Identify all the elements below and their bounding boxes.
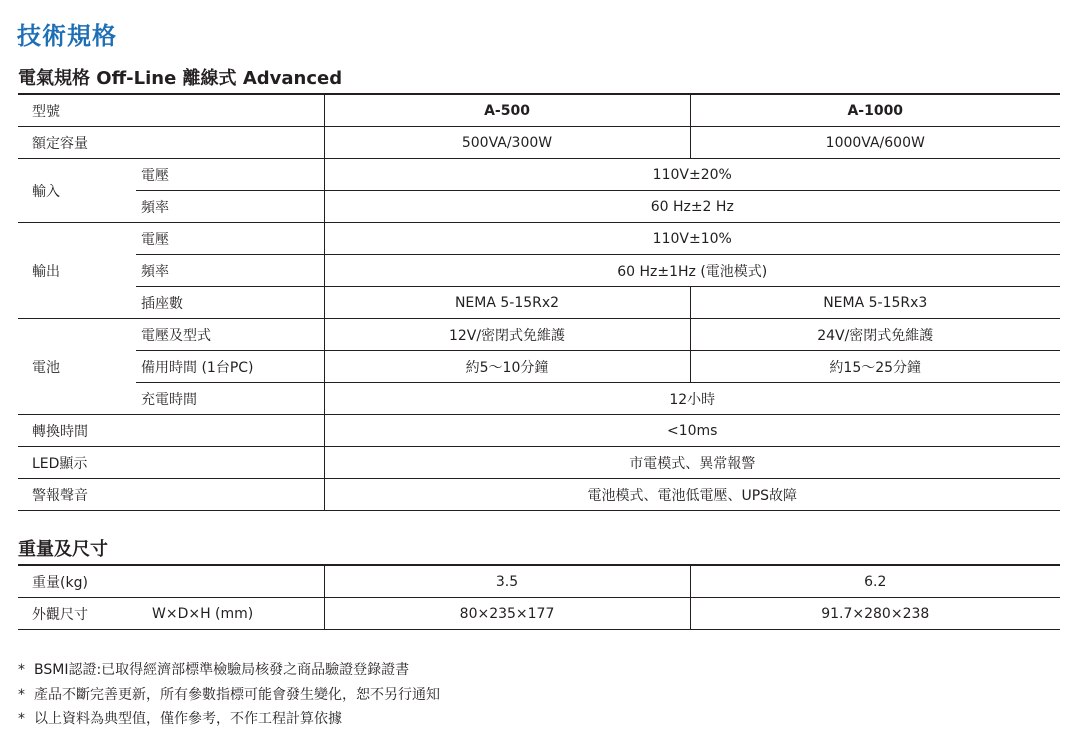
page-title: 技術規格 bbox=[17, 22, 117, 50]
electrical-spec-table bbox=[18, 93, 1060, 511]
note-text: 以上資料為典型值，僅作參考，不作工程計算依據 bbox=[34, 711, 342, 727]
notes bbox=[18, 658, 440, 732]
backup-time-a500: 約5～10分鐘 bbox=[324, 351, 690, 383]
table-row bbox=[18, 255, 1060, 287]
model-label: 型號 bbox=[18, 94, 324, 127]
outlets-a500: NEMA 5-15Rx2 bbox=[324, 287, 690, 319]
battery-label: 電池 bbox=[18, 319, 136, 415]
table-row bbox=[18, 479, 1060, 511]
transfer-time-label: 轉換時間 bbox=[18, 415, 324, 447]
output-frequency-value: 60 Hz±1Hz (電池模式) bbox=[324, 255, 1060, 287]
led-display-value: 市電模式、異常報警 bbox=[324, 447, 1060, 479]
table-row bbox=[18, 565, 1060, 598]
input-label: 輸入 bbox=[18, 159, 136, 223]
note-marker: * bbox=[18, 662, 25, 678]
battery-type-a1000: 24V/密閉式免維護 bbox=[690, 319, 1060, 351]
output-label: 輸出 bbox=[18, 223, 136, 319]
electrical-spec-title: 電氣規格 Off-Line 離線式 Advanced bbox=[18, 68, 343, 89]
input-voltage-value: 110V±20% bbox=[324, 159, 1060, 191]
dimensions-title: 重量及尺寸 bbox=[18, 539, 108, 560]
capacity-a1000: 1000VA/600W bbox=[690, 127, 1060, 159]
table-row bbox=[18, 127, 1060, 159]
table-row bbox=[18, 447, 1060, 479]
note-item bbox=[18, 707, 440, 732]
weight-label: 重量(kg) bbox=[18, 565, 324, 598]
model-a500-header: A-500 bbox=[324, 94, 690, 127]
charge-time-label: 充電時間 bbox=[136, 383, 324, 415]
outlets-label: 插座數 bbox=[136, 287, 324, 319]
transfer-time-value: <10ms bbox=[324, 415, 1060, 447]
backup-time-label: 備用時間 (1台PC) bbox=[136, 351, 324, 383]
outlets-a1000: NEMA 5-15Rx3 bbox=[690, 287, 1060, 319]
input-frequency-label: 頻率 bbox=[136, 191, 324, 223]
model-a1000-header: A-1000 bbox=[690, 94, 1060, 127]
table-row bbox=[18, 383, 1060, 415]
capacity-label: 額定容量 bbox=[18, 127, 324, 159]
output-voltage-label: 電壓 bbox=[136, 223, 324, 255]
note-text: BSMI認證:已取得經濟部標準檢驗局核發之商品驗證登錄證書 bbox=[34, 662, 410, 678]
table-row bbox=[18, 319, 1060, 351]
charge-time-value: 12小時 bbox=[324, 383, 1060, 415]
table-row bbox=[18, 159, 1060, 191]
alarm-sound-value: 電池模式、電池低電壓、UPS故障 bbox=[324, 479, 1060, 511]
note-item bbox=[18, 658, 440, 683]
table-row bbox=[18, 94, 1060, 127]
table-row bbox=[18, 287, 1060, 319]
battery-type-label: 電壓及型式 bbox=[136, 319, 324, 351]
note-marker: * bbox=[18, 711, 25, 727]
table-row bbox=[18, 191, 1060, 223]
output-voltage-value: 110V±10% bbox=[324, 223, 1060, 255]
note-marker: * bbox=[18, 686, 25, 703]
weight-a1000: 6.2 bbox=[690, 565, 1060, 598]
size-a1000: 91.7×280×238 bbox=[690, 598, 1060, 630]
dimensions-table bbox=[18, 564, 1060, 630]
input-frequency-value: 60 Hz±2 Hz bbox=[324, 191, 1060, 223]
size-a500: 80×235×177 bbox=[324, 598, 690, 630]
note-text: 產品不斷完善更新，所有參數指標可能會發生變化，恕不另行通知 bbox=[34, 686, 440, 703]
table-row bbox=[18, 415, 1060, 447]
capacity-a500: 500VA/300W bbox=[324, 127, 690, 159]
size-sublabel: W×D×H (mm) bbox=[136, 598, 324, 630]
table-row bbox=[18, 351, 1060, 383]
table-row bbox=[18, 223, 1060, 255]
input-voltage-label: 電壓 bbox=[136, 159, 324, 191]
led-display-label: LED顯示 bbox=[18, 447, 324, 479]
alarm-sound-label: 警報聲音 bbox=[18, 479, 324, 511]
battery-type-a500: 12V/密閉式免維護 bbox=[324, 319, 690, 351]
table-row bbox=[18, 598, 1060, 630]
size-label: 外觀尺寸 bbox=[18, 598, 136, 630]
weight-a500: 3.5 bbox=[324, 565, 690, 598]
output-frequency-label: 頻率 bbox=[136, 255, 324, 287]
note-item bbox=[18, 683, 440, 708]
backup-time-a1000: 約15～25分鐘 bbox=[690, 351, 1060, 383]
